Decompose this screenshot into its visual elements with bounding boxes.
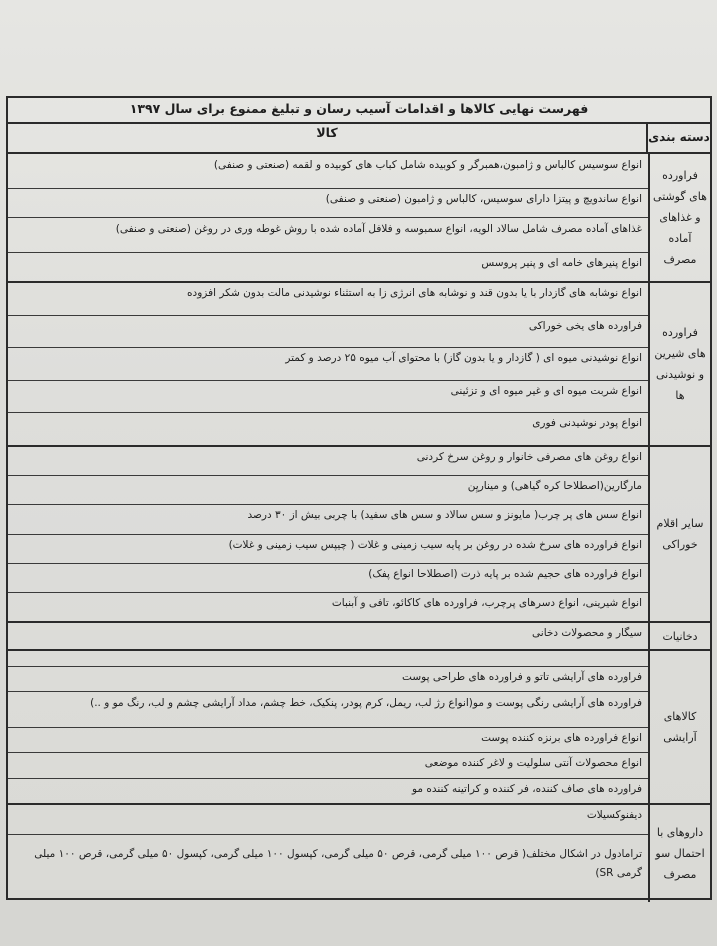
category-cell: فراورده های گوشتی و غذاهای آماده مصرف [648, 154, 710, 281]
header-category: دسته بندی [646, 124, 710, 152]
item-row: انواع شربت میوه ای و غیر میوه ای و تزئینی [8, 381, 648, 414]
item-row: انواع فراورده های سرخ شده در روغن بر پایه سیب زمینی و غلات ( چیپس سیب زمینی و غلات) [8, 535, 648, 564]
item-row: انواع سس های پر چرب( مایونز و سس سالاد و سس های سفید) با چربی بیش از ۳۰ درصد [8, 505, 648, 534]
item-row: انواع شیرینی، انواع دسرهای پرچرب، فراورده های کاکائو، تافی و آبنبات [331, 596, 642, 609]
item-row: انواع روغن های مصرفی خانوار و روغن سرخ کردنی [8, 447, 648, 476]
item-row: فراورده های یخی خوراکی [8, 316, 648, 349]
items-list [8, 805, 648, 902]
item-row: فراورده های آرایشی تاتو و فراورده های طراحی پوست [8, 667, 648, 692]
item-row: انواع ساندویچ و پیتزا دارای سوسیس، کالباس و ژامبون (صنعتی و صنفی) [8, 189, 648, 218]
category-cell: فراورده های شیرین و نوشیدنی ها [648, 283, 710, 445]
item-row: انواع پودر نوشیدنی فوری [532, 417, 642, 430]
section-cosmetics [8, 651, 710, 805]
item-row: انواع محصولات آنتی سلولیت و لاغر کننده موضعی [8, 753, 648, 778]
header-items: کالا [316, 125, 338, 140]
item-row: مارگارین(اصطلاحا کره گیاهی) و میناریِن [8, 476, 648, 505]
item-row: انواع فراورده های حجیم شده بر پایه ذرت (اصطلاحا انواع پفک) [8, 564, 648, 593]
section-drugs [8, 805, 710, 902]
document-title: فهرست نهایی کالاها و اقدامات آسیب رسان و تبلیغ ممنوع برای سال ۱۳۹۷ [8, 98, 710, 124]
item-row: انواع نوشابه های گازدار با یا بدون قند و نوشابه های انرژی زا به استثناء نوشیدنی مالت بدون شکر افزوده [8, 283, 648, 316]
table-header [8, 124, 710, 154]
category-cell: سایر اقلام خوراکی [648, 447, 710, 621]
items-list [8, 447, 648, 621]
item-row: فراورده های صاف کننده، فر کننده و کراتینه کننده مو [411, 782, 642, 795]
item-row: فراورده های آرایشی رنگی پوست و مو(انواع رژ لب، ریمل، کرم پودر، پنکیک، خط چشم، مداد آرایشی چشم و لب، رنگ مو و ..) [8, 692, 648, 727]
section-sweets-drinks [8, 283, 710, 447]
item-row-empty [8, 651, 648, 667]
item-row: ترامادول در اشکال مختلف( قرص ۱۰۰ میلی گرمی، قرص ۵۰ میلی گرمی، کپسول ۱۰۰ میلی گرمی، کپسول ۵۰ میلی گرمی، قرص ۱۰۰ میلی گرمی SR) [34, 847, 642, 879]
section-meat-products [8, 154, 710, 283]
item-row: انواع پنیرهای خامه ای و پنیر پروسس [481, 257, 642, 270]
items-list [8, 154, 648, 281]
category-cell: داروهای با احتمال سو مصرف [648, 805, 710, 902]
document-table [6, 96, 712, 900]
category-cell: کالاهای آرایشی [648, 651, 710, 803]
item-row: غذاهای آماده مصرف شامل سالاد الویه، انواع سمبوسه و فلافل آماده شده با روش غوطه وری در روغن (صنعتی و صنفی) [8, 218, 648, 253]
category-cell: دخانیات [648, 623, 710, 649]
items-list [8, 623, 648, 649]
item-row: انواع سوسیس کالباس و ژامبون،همبرگر و کوبیده شامل کباب های کوبیده و لقمه (صنعتی و صنفی) [8, 154, 648, 189]
section-other-food [8, 447, 710, 623]
item-row: انواع نوشیدنی میوه ای ( گازدار و یا بدون گاز) با محتوای آب میوه ۲۵ درصد و کمتر [8, 348, 648, 381]
item-row: سیگار و محصولات دخانی [532, 627, 642, 639]
items-list [8, 651, 648, 803]
item-row: دیفنوکسیلات [8, 805, 648, 835]
section-tobacco [8, 623, 710, 651]
items-list [8, 283, 648, 445]
item-row: انواع فراورده های برنزه کننده پوست [8, 728, 648, 753]
